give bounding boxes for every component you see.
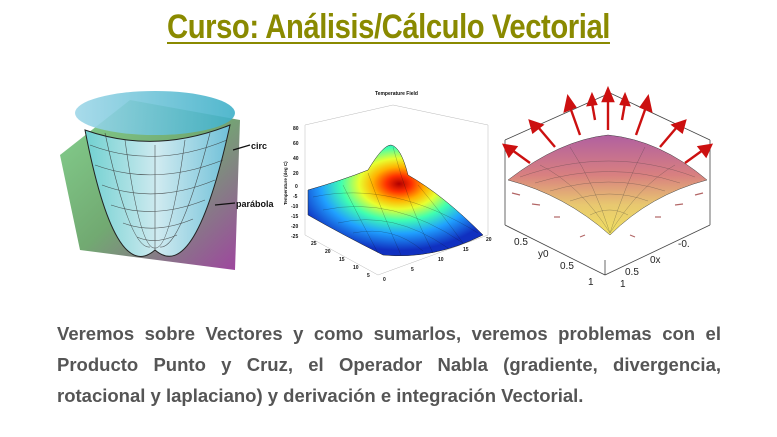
temp-chart-title: Temperature Field	[375, 91, 418, 97]
course-description: Veremos sobre Vectores y como sumarlos, veremos problemas con el Producto Punto y Cruz, el Operador Nabla (gradiente, divergencia, rotacional y laplaciano) y derivación e integración Vectorial.	[57, 323, 721, 406]
paraboloid-figure	[55, 85, 275, 285]
tick-y-0: y0	[538, 249, 549, 260]
tick-x-05: 0.5	[625, 267, 639, 278]
page-title: Curso: Análisis/Cálculo Vectorial	[167, 8, 610, 46]
ztick: 80	[293, 126, 299, 132]
ytick: 0	[383, 277, 386, 283]
parabola-label: parábola	[236, 199, 274, 209]
ztick: 40	[293, 156, 299, 162]
tick-x-0: 0x	[650, 255, 661, 266]
circ-label: circ	[251, 141, 268, 151]
temperature-figure	[283, 85, 498, 290]
xtick: 25	[311, 241, 317, 247]
ytick: 5	[411, 267, 414, 273]
ztick: -5	[293, 194, 298, 200]
ztick: -25	[291, 234, 299, 240]
ztick: 0	[295, 184, 298, 190]
tick-y-n05: 0.5	[560, 261, 574, 272]
tick-y-05: 0.5	[514, 237, 528, 248]
ztick: -20	[291, 224, 299, 230]
temp-zlabel: Temperature (deg C)	[283, 161, 288, 205]
paraboloid-image	[55, 85, 275, 285]
ztick: 60	[293, 141, 299, 147]
ztick: -10	[291, 204, 299, 210]
tick-corner: 1	[588, 277, 594, 288]
xtick: 10	[353, 265, 359, 271]
ztick: -15	[291, 214, 299, 220]
ytick: 15	[463, 247, 469, 253]
ytick: 20	[486, 237, 492, 243]
temperature-image	[283, 85, 498, 290]
xtick: 5	[367, 273, 370, 279]
tick-x-n05: -0.	[678, 239, 690, 250]
ztick: 20	[293, 171, 299, 177]
figures-row	[55, 85, 735, 295]
xtick: 20	[325, 249, 331, 255]
vector-field-image	[500, 85, 715, 295]
ytick: 10	[438, 257, 444, 263]
vector-field-figure	[500, 85, 715, 295]
xtick: 15	[339, 257, 345, 263]
tick-corner-2: 1	[620, 279, 626, 290]
